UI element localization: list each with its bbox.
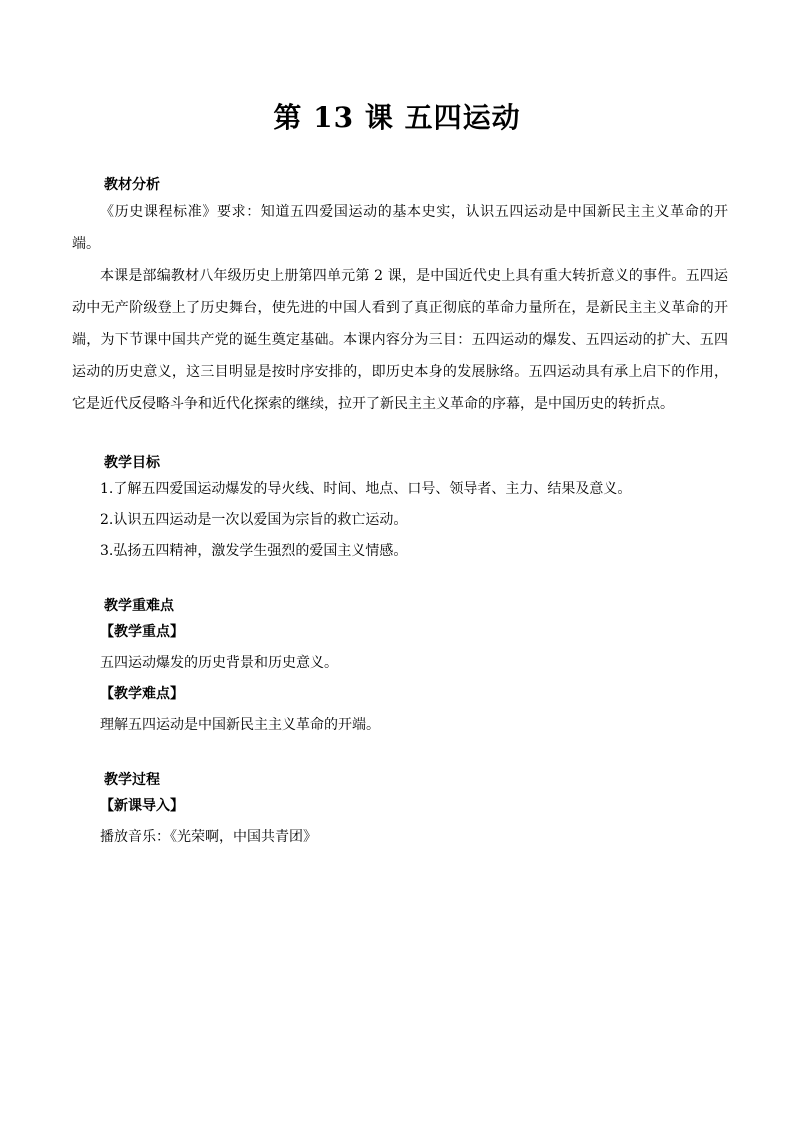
key-point-label: 【教学重点】 [100,624,184,640]
document-body [72,174,728,853]
analysis-paragraph-2: 本课是部编教材八年级历史上册第四单元第 2 课，是中国近代史上具有重大转折意义的事件。五四运动中无产阶级登上了历史舞台，使先进的中国人看到了真正彻底的革命力量所在，是新民主主义革命的开端，为下节课中国共产党的诞生奠定基础。本课内容分为三目：五四运动的爆发、五四运动的扩大、五四运动的历史意义，这三目明显是按时序安排的，即历史本身的发展脉络。五四运动具有承上启下的作用，它是近代反侵略斗争和近代化探索的继续，拉开了新民主主义革命的序幕，是中国历史的转折点。 [72,268,728,412]
section-goals [72,452,728,567]
section-spacer [72,420,728,452]
section-heading-analysis: 教材分析 [104,177,160,193]
section-process [72,769,728,853]
section-heading-process: 教学过程 [104,772,160,788]
goal-item-1: 1.了解五四爱国运动爆发的导火线、时间、地点、口号、领导者、主力、结果及意义。 [100,481,632,497]
section-analysis [72,174,728,420]
key-point-text: 五四运动爆发的历史背景和历史意义。 [100,655,338,671]
section-keypoints [72,595,728,741]
section-spacer [72,567,728,595]
section-spacer [72,741,728,769]
analysis-paragraph-1: 《历史课程标准》要求：知道五四爱国运动的基本史实，认识五四运动是中国新民主主义革命的开端。 [72,204,728,252]
difficult-point-label: 【教学难点】 [100,686,184,702]
intro-text: 播放音乐：《光荣啊，中国共青团》 [100,829,317,845]
goal-item-3: 3.弘扬五四精神，激发学生强烈的爱国主义情感。 [100,543,408,559]
section-heading-goals: 教学目标 [104,455,160,471]
page-title: 第 13 课 五四运动 [273,101,521,134]
section-heading-keypoints: 教学重难点 [104,598,174,614]
intro-label: 【新课导入】 [100,798,184,814]
goal-item-2: 2.认识五四运动是一次以爱国为宗旨的救亡运动。 [100,512,408,528]
difficult-point-text: 理解五四运动是中国新民主主义革命的开端。 [100,717,380,733]
